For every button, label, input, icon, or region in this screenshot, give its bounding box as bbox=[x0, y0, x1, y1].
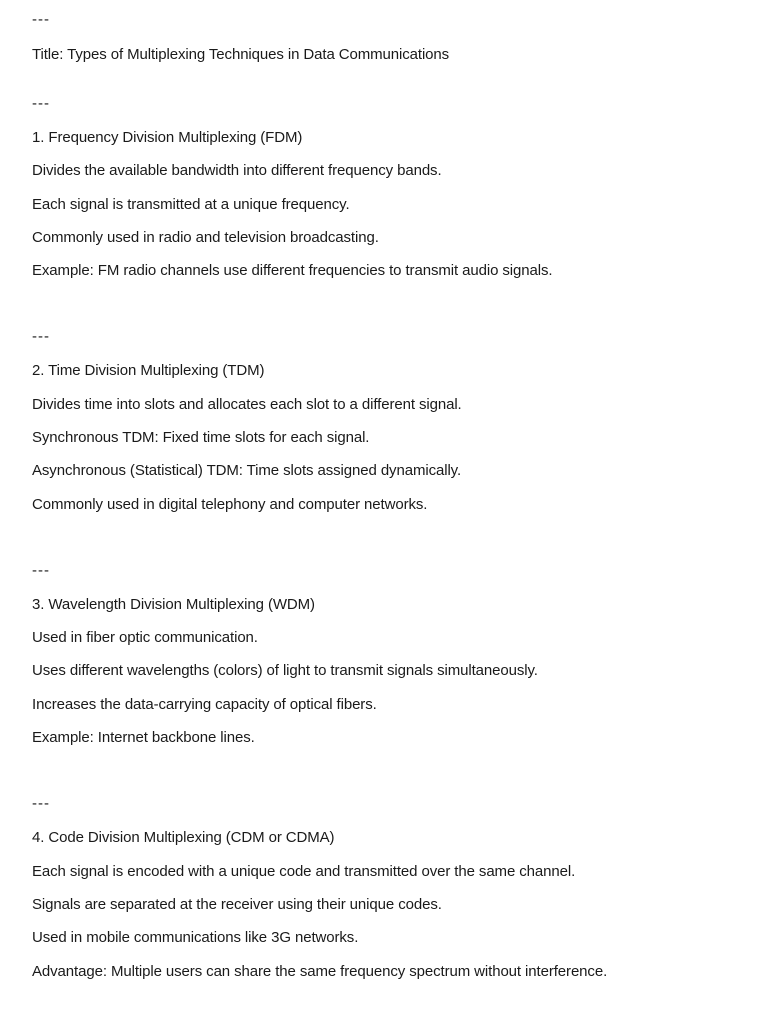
section-line: Divides the available bandwidth into different frequency bands. bbox=[32, 162, 442, 179]
section-line: Advantage: Multiple users can share the same frequency spectrum without interference. bbox=[32, 963, 608, 980]
section-line: Commonly used in radio and television broadcasting. bbox=[32, 229, 379, 246]
separator: --- bbox=[32, 11, 50, 28]
section-line: Synchronous TDM: Fixed time slots for each signal. bbox=[32, 429, 370, 446]
section-line: Example: Internet backbone lines. bbox=[32, 729, 255, 746]
section-line: Asynchronous (Statistical) TDM: Time slots assigned dynamically. bbox=[32, 462, 462, 479]
document-title: Title: Types of Multiplexing Techniques in Data Communications bbox=[32, 46, 450, 63]
section-heading-cdm: 4. Code Division Multiplexing (CDM or CDMA) bbox=[32, 829, 335, 846]
section-heading-tdm: 2. Time Division Multiplexing (TDM) bbox=[32, 362, 265, 379]
separator: --- bbox=[32, 328, 50, 345]
section-heading-wdm: 3. Wavelength Division Multiplexing (WDM) bbox=[32, 596, 315, 613]
section-line: Commonly used in digital telephony and computer networks. bbox=[32, 496, 428, 513]
section-line: Example: FM radio channels use different frequencies to transmit audio signals. bbox=[32, 262, 553, 279]
section-line: Divides time into slots and allocates each slot to a different signal. bbox=[32, 396, 462, 413]
separator: --- bbox=[32, 562, 50, 579]
section-line: Signals are separated at the receiver using their unique codes. bbox=[32, 896, 442, 913]
separator: --- bbox=[32, 795, 50, 812]
section-line: Uses different wavelengths (colors) of light to transmit signals simultaneously. bbox=[32, 662, 538, 679]
section-line: Used in fiber optic communication. bbox=[32, 629, 258, 646]
section-line: Each signal is transmitted at a unique frequency. bbox=[32, 196, 350, 213]
section-line: Increases the data-carrying capacity of optical fibers. bbox=[32, 696, 377, 713]
section-line: Each signal is encoded with a unique code and transmitted over the same channel. bbox=[32, 863, 576, 880]
section-line: Used in mobile communications like 3G networks. bbox=[32, 929, 359, 946]
section-heading-fdm: 1. Frequency Division Multiplexing (FDM) bbox=[32, 129, 303, 146]
separator: --- bbox=[32, 95, 50, 112]
